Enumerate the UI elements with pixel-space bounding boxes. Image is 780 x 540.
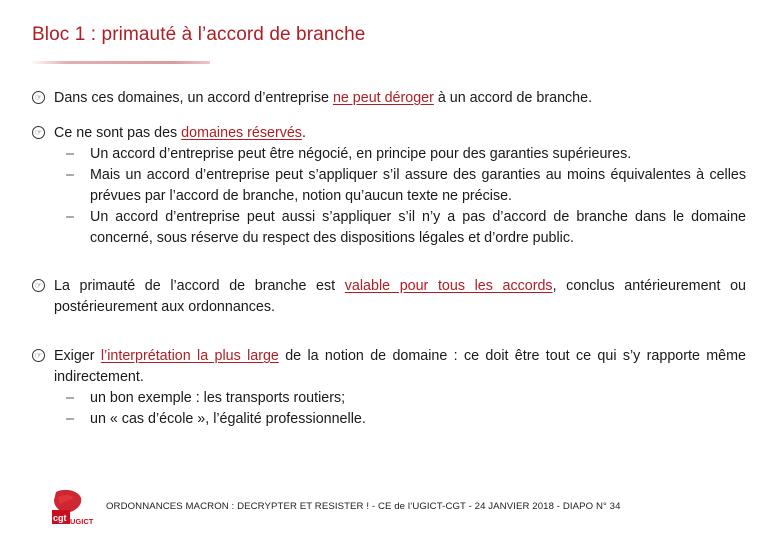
dash-icon: – xyxy=(66,411,74,427)
bullet-3-highlight: valable pour tous les accords xyxy=(344,278,553,294)
bullet-2-before: Ce ne sont pas des xyxy=(54,125,182,141)
bullet-1-before: Dans ces domaines, un accord d’entreprise xyxy=(54,90,333,106)
dash-icon: – xyxy=(66,167,74,183)
dash-icon: – xyxy=(66,146,74,162)
footer-text: ORDONNANCES MACRON : DECRYPTER ET RESISTER ! - CE de l’UGICT-CGT - 24 JANVIER 2018 - DIAPO N° 34 xyxy=(106,501,621,512)
bullet-2-sublist xyxy=(32,144,746,249)
dash-icon: – xyxy=(66,390,74,406)
sub-item-text: Un accord d’entreprise peut être négocié, en principe pour des garanties supérieures. xyxy=(90,146,632,162)
bullet-2-after: . xyxy=(301,125,306,141)
slide-content xyxy=(32,88,746,430)
sub-item xyxy=(66,388,746,409)
bullet-1-highlight: ne peut déroger xyxy=(332,90,434,106)
dash-icon: – xyxy=(66,209,74,225)
bullet-3-before: La primauté de l’accord de branche est xyxy=(54,278,345,294)
bullet-2-highlight: domaines réservés xyxy=(181,125,302,141)
bullet-4 xyxy=(32,346,746,388)
svg-text:UGICT: UGICT xyxy=(70,517,94,526)
bullet-1 xyxy=(32,88,746,109)
bullet-3 xyxy=(32,276,746,318)
sub-item xyxy=(66,165,746,207)
sub-item xyxy=(66,409,746,430)
footer xyxy=(50,488,670,528)
bullet-4-sublist xyxy=(32,388,746,430)
pointing-hand-icon: ☞ xyxy=(32,91,45,104)
sub-item-text: un bon exemple : les transports routiers; xyxy=(90,390,346,406)
sub-item-text: un « cas d’école », l’égalité professionnelle. xyxy=(90,411,366,427)
bullet-4-after: de la notion de domaine : ce doit être tout ce qui s’y rapporte même indirectement. xyxy=(54,348,746,385)
bullet-3-after: , conclus antérieurement ou postérieurement aux ordonnances. xyxy=(54,278,746,315)
sub-item xyxy=(66,207,746,249)
pointing-hand-icon: ☞ xyxy=(32,279,45,292)
svg-text:cgt: cgt xyxy=(53,513,67,523)
slide-title: Bloc 1 : primauté à l’accord de branche xyxy=(32,24,366,45)
sub-item xyxy=(66,144,746,165)
bullet-4-highlight: l’interprétation la plus large xyxy=(100,348,279,364)
bullet-4-before: Exiger xyxy=(54,348,101,364)
title-underline xyxy=(30,61,210,64)
pointing-hand-icon: ☞ xyxy=(32,126,45,139)
sub-item-text: Un accord d’entreprise peut aussi s’appliquer s’il n’y a pas d’accord de branche dans le domaine concerné, sous réserve du respect des dispositions légales et d’ordre public. xyxy=(90,209,746,246)
cgt-ugict-logo xyxy=(50,488,96,528)
bullet-2 xyxy=(32,123,746,144)
pointing-hand-icon: ☞ xyxy=(32,349,45,362)
bullet-1-after: à un accord de branche. xyxy=(433,90,593,106)
sub-item-text: Mais un accord d’entreprise peut s’appliquer s’il assure des garanties au moins équivalentes à celles prévues par l’accord de branche, notion qu’aucun texte ne précise. xyxy=(90,167,746,204)
